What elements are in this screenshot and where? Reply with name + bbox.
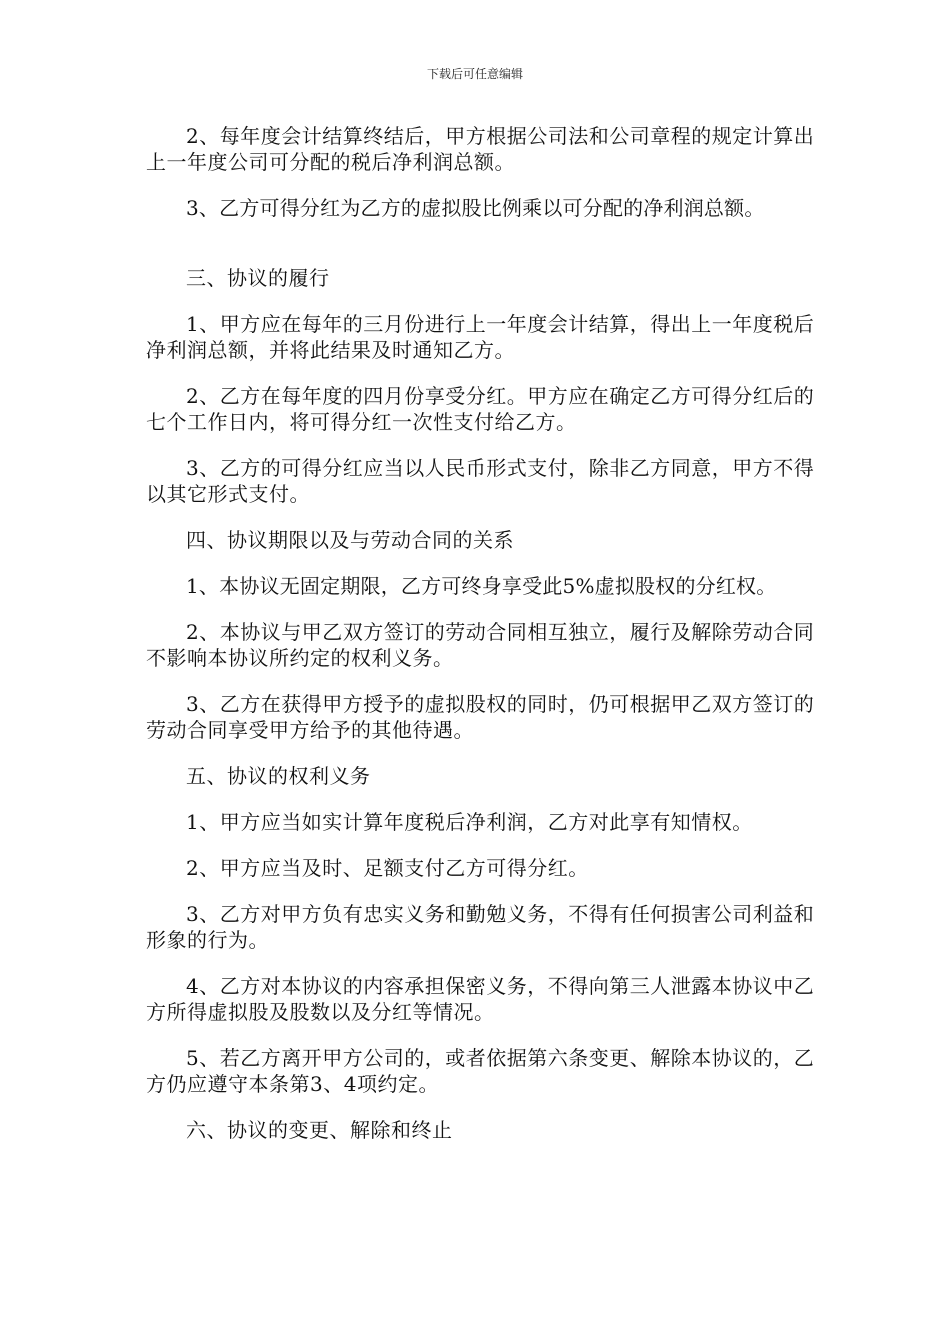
clause-3-2: 2、乙方在每年度的四月份享受分红。甲方应在确定乙方可得分红后的七个工作日内，将可得分红一次性支付给乙方。 [146,384,815,434]
spacer [146,241,826,265]
clause-4-2: 2、本协议与甲乙双方签订的劳动合同相互独立，履行及解除劳动合同不影响本协议所约定的权利义务。 [146,620,815,670]
page-header: 下载后可任意编辑 [426,67,523,81]
section-heading-6: 六、协议的变更、解除和终止 [186,1118,453,1142]
clause-5-4: 4、乙方对本协议的内容承担保密义务，不得向第三人泄露本协议中乙方所得虚拟股及股数以及分红等情况。 [146,974,815,1024]
clause-2-2: 2、每年度会计结算终结后，甲方根据公司法和公司章程的规定计算出上一年度公司可分配的税后净利润总额。 [146,124,815,174]
clause-4-1: 1、本协议无固定期限，乙方可终身享受此5%虚拟股权的分红权。 [186,574,777,598]
clause-4-3: 3、乙方在获得甲方授予的虚拟股权的同时，仍可根据甲乙双方签订的劳动合同享受甲方给予的其他待遇。 [146,692,815,742]
section-heading-3: 三、协议的履行 [186,266,330,290]
clause-3-1: 1、甲方应在每年的三月份进行上一年度会计结算，得出上一年度税后净利润总额，并将此结果及时通知乙方。 [146,312,815,362]
clause-5-1: 1、甲方应当如实计算年度税后净利润，乙方对此享有知情权。 [186,810,753,834]
section-heading-5: 五、协议的权利义务 [186,764,371,788]
clause-2-3: 3、乙方可得分红为乙方的虚拟股比例乘以可分配的净利润总额。 [186,196,765,220]
clause-5-5: 5、若乙方离开甲方公司的，或者依据第六条变更、解除本协议的，乙方仍应遵守本条第3、4项约定。 [146,1046,815,1096]
clause-5-3: 3、乙方对甲方负有忠实义务和勤勉义务，不得有任何损害公司利益和形象的行为。 [146,902,815,952]
document-body [146,123,826,1163]
section-heading-4: 四、协议期限以及与劳动合同的关系 [186,528,514,552]
clause-5-2: 2、甲方应当及时、足额支付乙方可得分红。 [186,856,589,880]
clause-3-3: 3、乙方的可得分红应当以人民币形式支付，除非乙方同意，甲方不得以其它形式支付。 [146,456,815,506]
